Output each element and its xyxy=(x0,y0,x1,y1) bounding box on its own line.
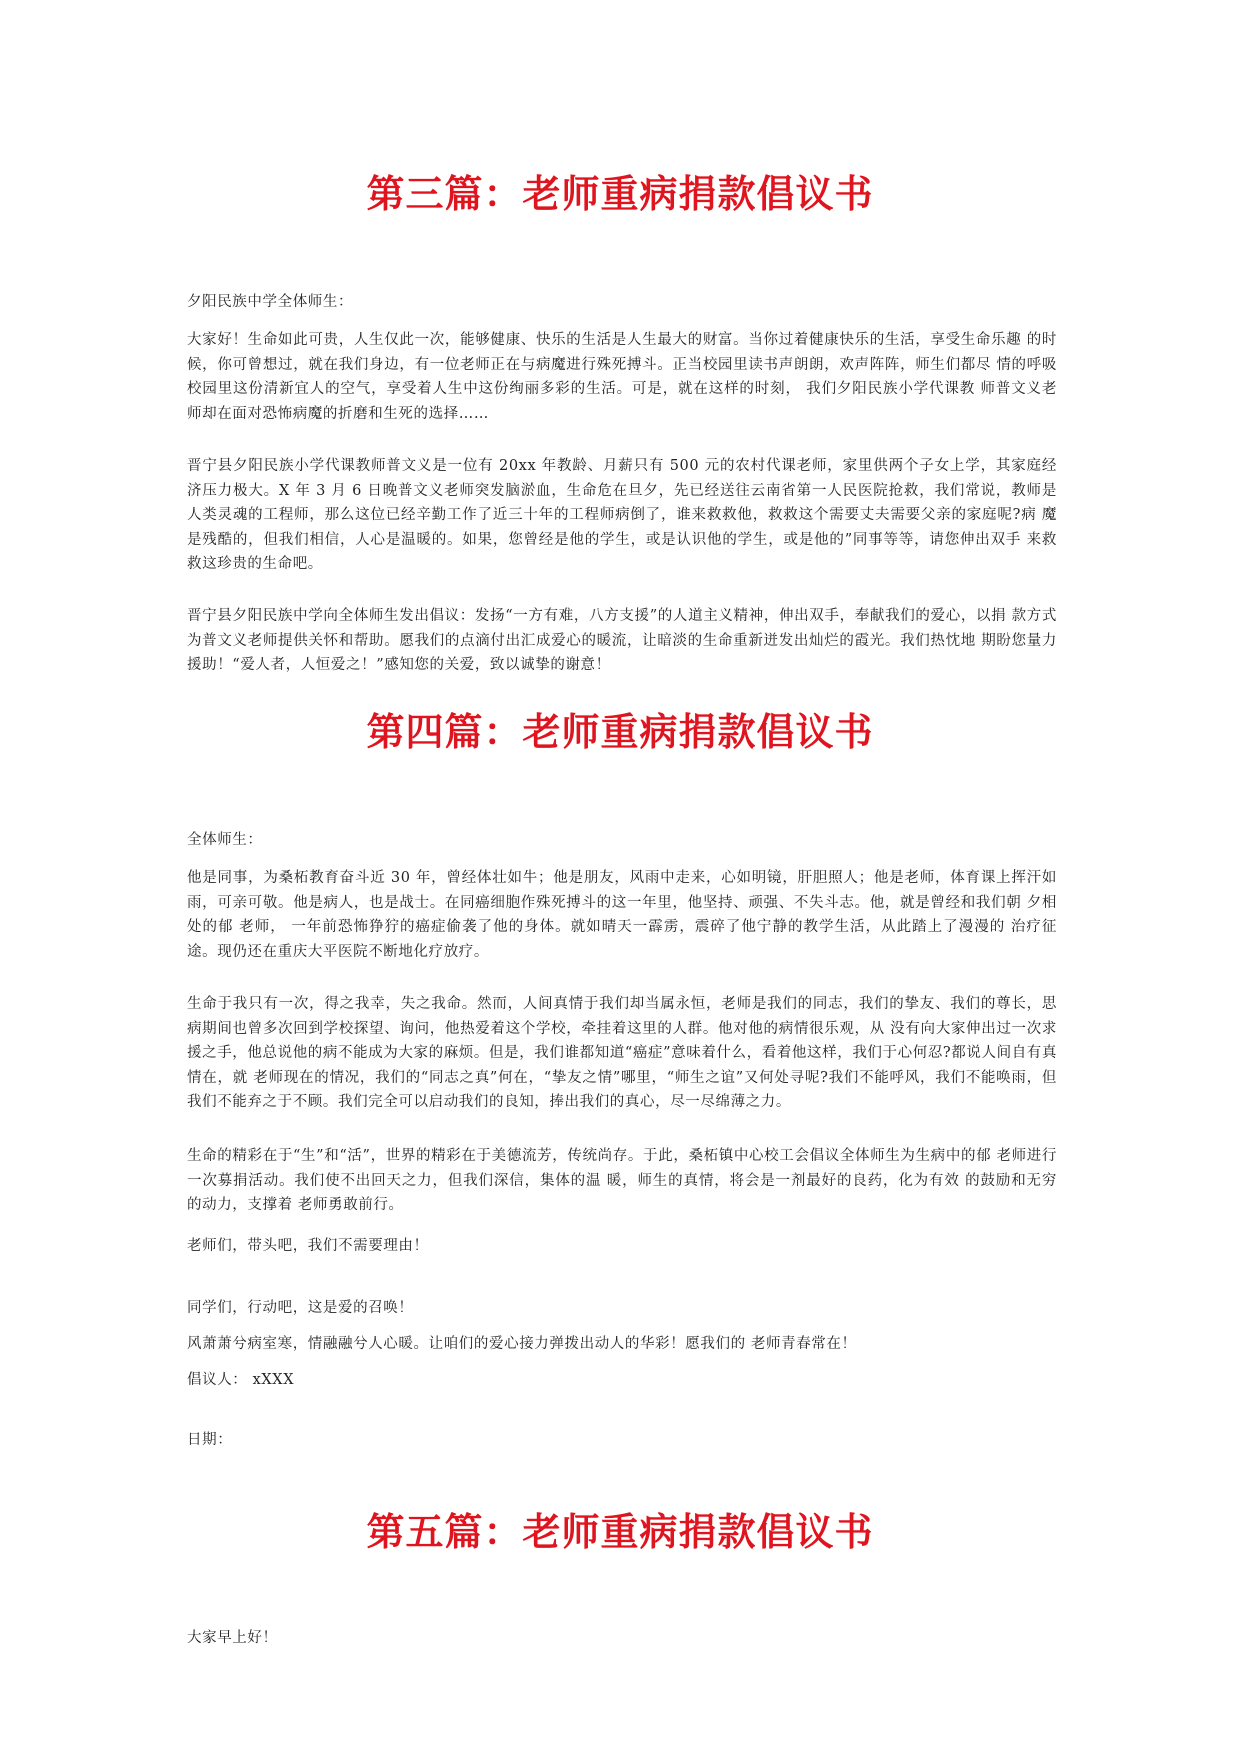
paragraph: 他是同事，为桑柘教育奋斗近 30 年，曾经体壮如牛；他是朋友，风雨中走来，心如明镜，肝胆照人；他是老师，体育课上挥汗如 雨，可亲可敬。他是病人，也是战士。在同癌细胞作殊死搏斗的这一年里，他坚持、顽强、不失斗志。他，就是曾经和我们朝 夕相处的郁 老师， 一年前恐怖狰狞的癌症偷袭了他的身体。就如晴天一霹雳，震碎了他宁静的教学生活，从此踏上了漫漫的 治疗征途。现仍还在重庆大平医院不断地化疗放疗。 xyxy=(187,870,1057,960)
paragraph: 晋宁县夕阳民族小学代课教师普文义是一位有 20xx 年教龄、月薪只有 500 元的农村代课老师，家里供两个子女上学，其家庭经 济压力极大。X 年 3 月 6 日晚普文义老师突发脑淤血，生命危在旦夕，先已经送往云南省第一人民医院抢救，我们常说，教师是 人类灵魂的工程师，那么这位已经辛勤工作了近三十年的工程师病倒了，谁来救救他，救救这个需要丈夫需要父亲的家庭呢?病 魔是残酷的，但我们相信，人心是温暖的。如果，您曾经是他的学生，或是认识他的学生，或是他的”同事等等，请您伸出双手 来救救这珍贵的生命吧。 xyxy=(187,458,1057,572)
section-3 xyxy=(0,170,1240,218)
section-4-date xyxy=(187,1428,1057,1453)
section-4-paragraph-4 xyxy=(187,1234,1057,1259)
greeting: 大家早上好！ xyxy=(187,1630,278,1646)
paragraph: 同学们，行动吧，这是爱的召唤！ xyxy=(187,1300,414,1316)
greeting: 夕阳民族中学全体师生： xyxy=(187,294,354,310)
section-title: 第四篇：老师重病捐款倡议书 xyxy=(366,709,874,754)
section-5-greeting xyxy=(187,1626,1057,1651)
section-3-paragraph-2 xyxy=(187,454,1057,577)
section-4-paragraph-1 xyxy=(187,866,1057,964)
section-4-paragraph-3 xyxy=(187,1144,1057,1218)
section-4-greeting xyxy=(187,828,1057,853)
section-4-paragraph-5 xyxy=(187,1296,1057,1321)
date-line: 日期： xyxy=(187,1432,233,1448)
section-4 xyxy=(0,708,1240,756)
section-4-paragraph-2 xyxy=(187,992,1057,1115)
section-title: 第三篇：老师重病捐款倡议书 xyxy=(366,171,874,216)
signer-line: 倡议人： xXXX xyxy=(187,1372,295,1388)
paragraph: 大家好！生命如此可贵，人生仅此一次，能够健康、快乐的生活是人生最大的财富。当你过着健康快乐的生活，享受生命乐趣 的时候，你可曾想过，就在我们身边，有一位老师正在与病魔进行殊死搏斗。正当校园里读书声朗朗，欢声阵阵，师生们都尽 情的呼吸校园里这份清新宜人的空气，享受着人生中这份绚丽多彩的生活。可是，就在这样的时刻， 我们夕阳民族小学代课教 师普文义老师却在面对恐怖病魔的折磨和生死的选择…… xyxy=(187,332,1057,422)
section-3-body xyxy=(187,290,1057,315)
greeting: 全体师生： xyxy=(187,832,263,848)
paragraph: 生命的精彩在于“生”和“活”，世界的精彩在于美德流芳，传统尚存。于此，桑柘镇中心校工会倡议全体师生为生病中的郁 老师进行一次募捐活动。我们使不出回天之力，但我们深信，集体的温 暖，师生的真情，将会是一剂最好的良药，化为有效 的鼓励和无穷的动力，支撑着 老师勇敢前行。 xyxy=(187,1148,1057,1213)
section-4-signer xyxy=(187,1368,1057,1393)
section-4-paragraph-6 xyxy=(187,1332,1057,1357)
section-5 xyxy=(0,1508,1240,1556)
section-3-paragraph-1 xyxy=(187,328,1057,426)
paragraph: 晋宁县夕阳民族中学向全体师生发出倡议：发扬“一方有难，八方支援”的人道主义精神，伸出双手，奉献我们的爱心，以捐 款方式为普文义老师提供关怀和帮助。愿我们的点滴付出汇成爱心的暖流，让暗淡的生命重新迸发出灿烂的霞光。我们热忱地 期盼您量力援助！“爱人者，人恒爱之！”感知您的关爱，致以诚挚的谢意！ xyxy=(187,608,1057,673)
paragraph: 风萧萧兮病室寒，情融融兮人心暖。让咱们的爱心接力弹拨出动人的华彩！愿我们的 老师青春常在！ xyxy=(187,1336,857,1352)
section-3-paragraph-3 xyxy=(187,604,1057,678)
paragraph: 生命于我只有一次，得之我幸，失之我命。然而，人间真情于我们却当属永恒，老师是我们的同志，我们的挚友、我们的尊长，思病期间也曾多次回到学校探望、询问，他热爱着这个学校，牵挂着这里的人群。他对他的病情很乐观，从 没有向大家伸出过一次求援之手，他总说他的病不能成为大家的麻烦。但是，我们谁都知道“癌症”意味着什么，看着他这样，我们于心何忍?都说人间自有真情在，就 老师现在的情况，我们的“同志之真”何在，“挚友之情”哪里，“师生之谊”又何处寻呢?我们不能呼风，我们不能唤雨，但我们不能弃之于不顾。我们完全可以启动我们的良知，捧出我们的真心，尽一尽绵薄之力。 xyxy=(187,996,1057,1110)
section-title: 第五篇：老师重病捐款倡议书 xyxy=(366,1509,874,1554)
paragraph: 老师们，带头吧，我们不需要理由！ xyxy=(187,1238,429,1254)
